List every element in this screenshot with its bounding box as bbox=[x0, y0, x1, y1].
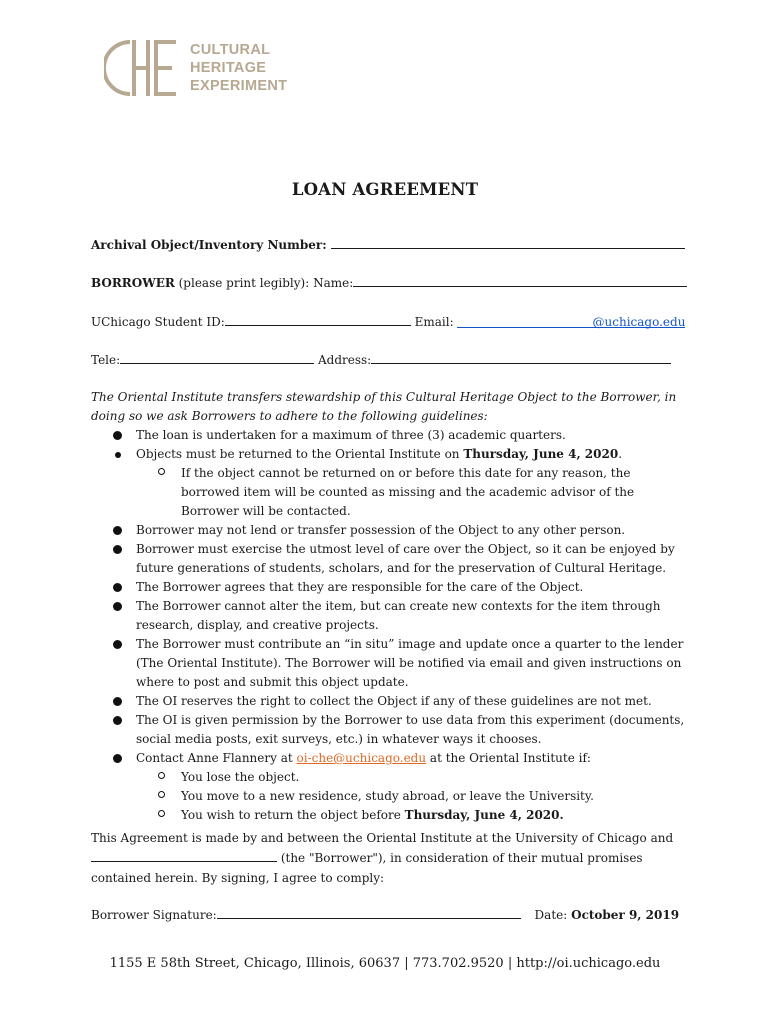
logo-wordmark: CULTURAL HERITAGE EXPERIMENT bbox=[190, 42, 288, 94]
list-item: You lose the object. bbox=[136, 768, 691, 787]
list-item: Contact Anne Flannery at oi-che@uchicago.edu at the Oriental Institute if: You lose the object. You move to a new residence, study abroad, or leave the University. You wish to return the object before Thursday, June 4, 2020. bbox=[91, 749, 691, 825]
list-item: Borrower may not lend or transfer possession of the Object to any other person. bbox=[91, 521, 691, 540]
list-item: If the object cannot be returned on or before this date for any reason, the borrowed item will be counted as missing and the academic advisor of the Borrower will be contacted. bbox=[136, 464, 691, 521]
che-logo bbox=[104, 36, 287, 100]
tele-field[interactable] bbox=[120, 351, 314, 364]
student-row: UChicago Student ID: Email: @uchicago.edu bbox=[91, 315, 686, 329]
intro-paragraph: The Oriental Institute transfers stewardship of this Cultural Heritage Object to the Borrower, in doing so we ask Borrowers to adhere to the following guidelines: bbox=[91, 390, 677, 423]
sub-list bbox=[136, 768, 691, 825]
contact-email-link[interactable]: oi-che@uchicago.edu bbox=[296, 751, 427, 765]
closing-paragraph: This Agreement is made by and between the Oriental Institute at the University of Chicago and (the "Borrower"), in consideration of their mutual promises contained herein. By signing, I agree to comply: bbox=[91, 831, 674, 885]
tele-row: Tele: Address: bbox=[91, 351, 671, 367]
object-number-row: Archival Object/Inventory Number: bbox=[91, 236, 685, 252]
student-id-field[interactable] bbox=[225, 313, 411, 326]
list-item: The Borrower agrees that they are responsible for the care of the Object. bbox=[91, 578, 691, 597]
borrower-row: BORROWER (please print legibly): Name: bbox=[91, 274, 687, 290]
signature-field[interactable] bbox=[217, 906, 521, 919]
list-item: You wish to return the object before Thursday, June 4, 2020. bbox=[136, 806, 691, 825]
email-field[interactable]: @uchicago.edu bbox=[457, 315, 685, 328]
guidelines-list bbox=[91, 426, 691, 825]
list-item: The loan is undertaken for a maximum of three (3) academic quarters. bbox=[91, 426, 691, 445]
list-item: The OI reserves the right to collect the Object if any of these guidelines are not met. bbox=[91, 692, 691, 711]
list-item: Objects must be returned to the Oriental Institute on Thursday, June 4, 2020. If the object cannot be returned on or before this date for any reason, the borrowed item will be counted as missing and the academic advisor of the Borrower will be contacted. bbox=[91, 445, 691, 521]
list-item: Borrower must exercise the utmost level of care over the Object, so it can be enjoyed by future generations of students, scholars, and for the preservation of Cultural Heritage. bbox=[91, 540, 691, 578]
list-item: The Borrower must contribute an “in situ” image and update once a quarter to the lender (The Oriental Institute). The Borrower will be notified via email and given instructions on where to post and submit this object update. bbox=[91, 635, 691, 692]
che-monogram-icon bbox=[104, 36, 180, 100]
borrower-name-field[interactable] bbox=[353, 274, 687, 287]
list-item: The Borrower cannot alter the item, but can create new contexts for the item through research, display, and creative projects. bbox=[91, 597, 691, 635]
borrower-name-blank[interactable] bbox=[91, 849, 277, 862]
object-number-field[interactable] bbox=[331, 236, 685, 249]
address-field[interactable] bbox=[371, 351, 671, 364]
list-item: You move to a new residence, study abroad, or leave the University. bbox=[136, 787, 691, 806]
footer-address: 1155 E 58th Street, Chicago, Illinois, 60637 | 773.702.9520 | http://oi.uchicago.edu bbox=[109, 956, 661, 971]
list-item: The OI is given permission by the Borrower to use data from this experiment (documents, social media posts, exit surveys, etc.) in whatever ways it chooses. bbox=[91, 711, 691, 749]
page-title: LOAN AGREEMENT bbox=[291, 180, 479, 199]
sub-list bbox=[136, 464, 691, 521]
signature-date: October 9, 2019 bbox=[571, 908, 680, 922]
signature-row: Borrower Signature: Date: October 9, 2019 bbox=[91, 908, 680, 922]
